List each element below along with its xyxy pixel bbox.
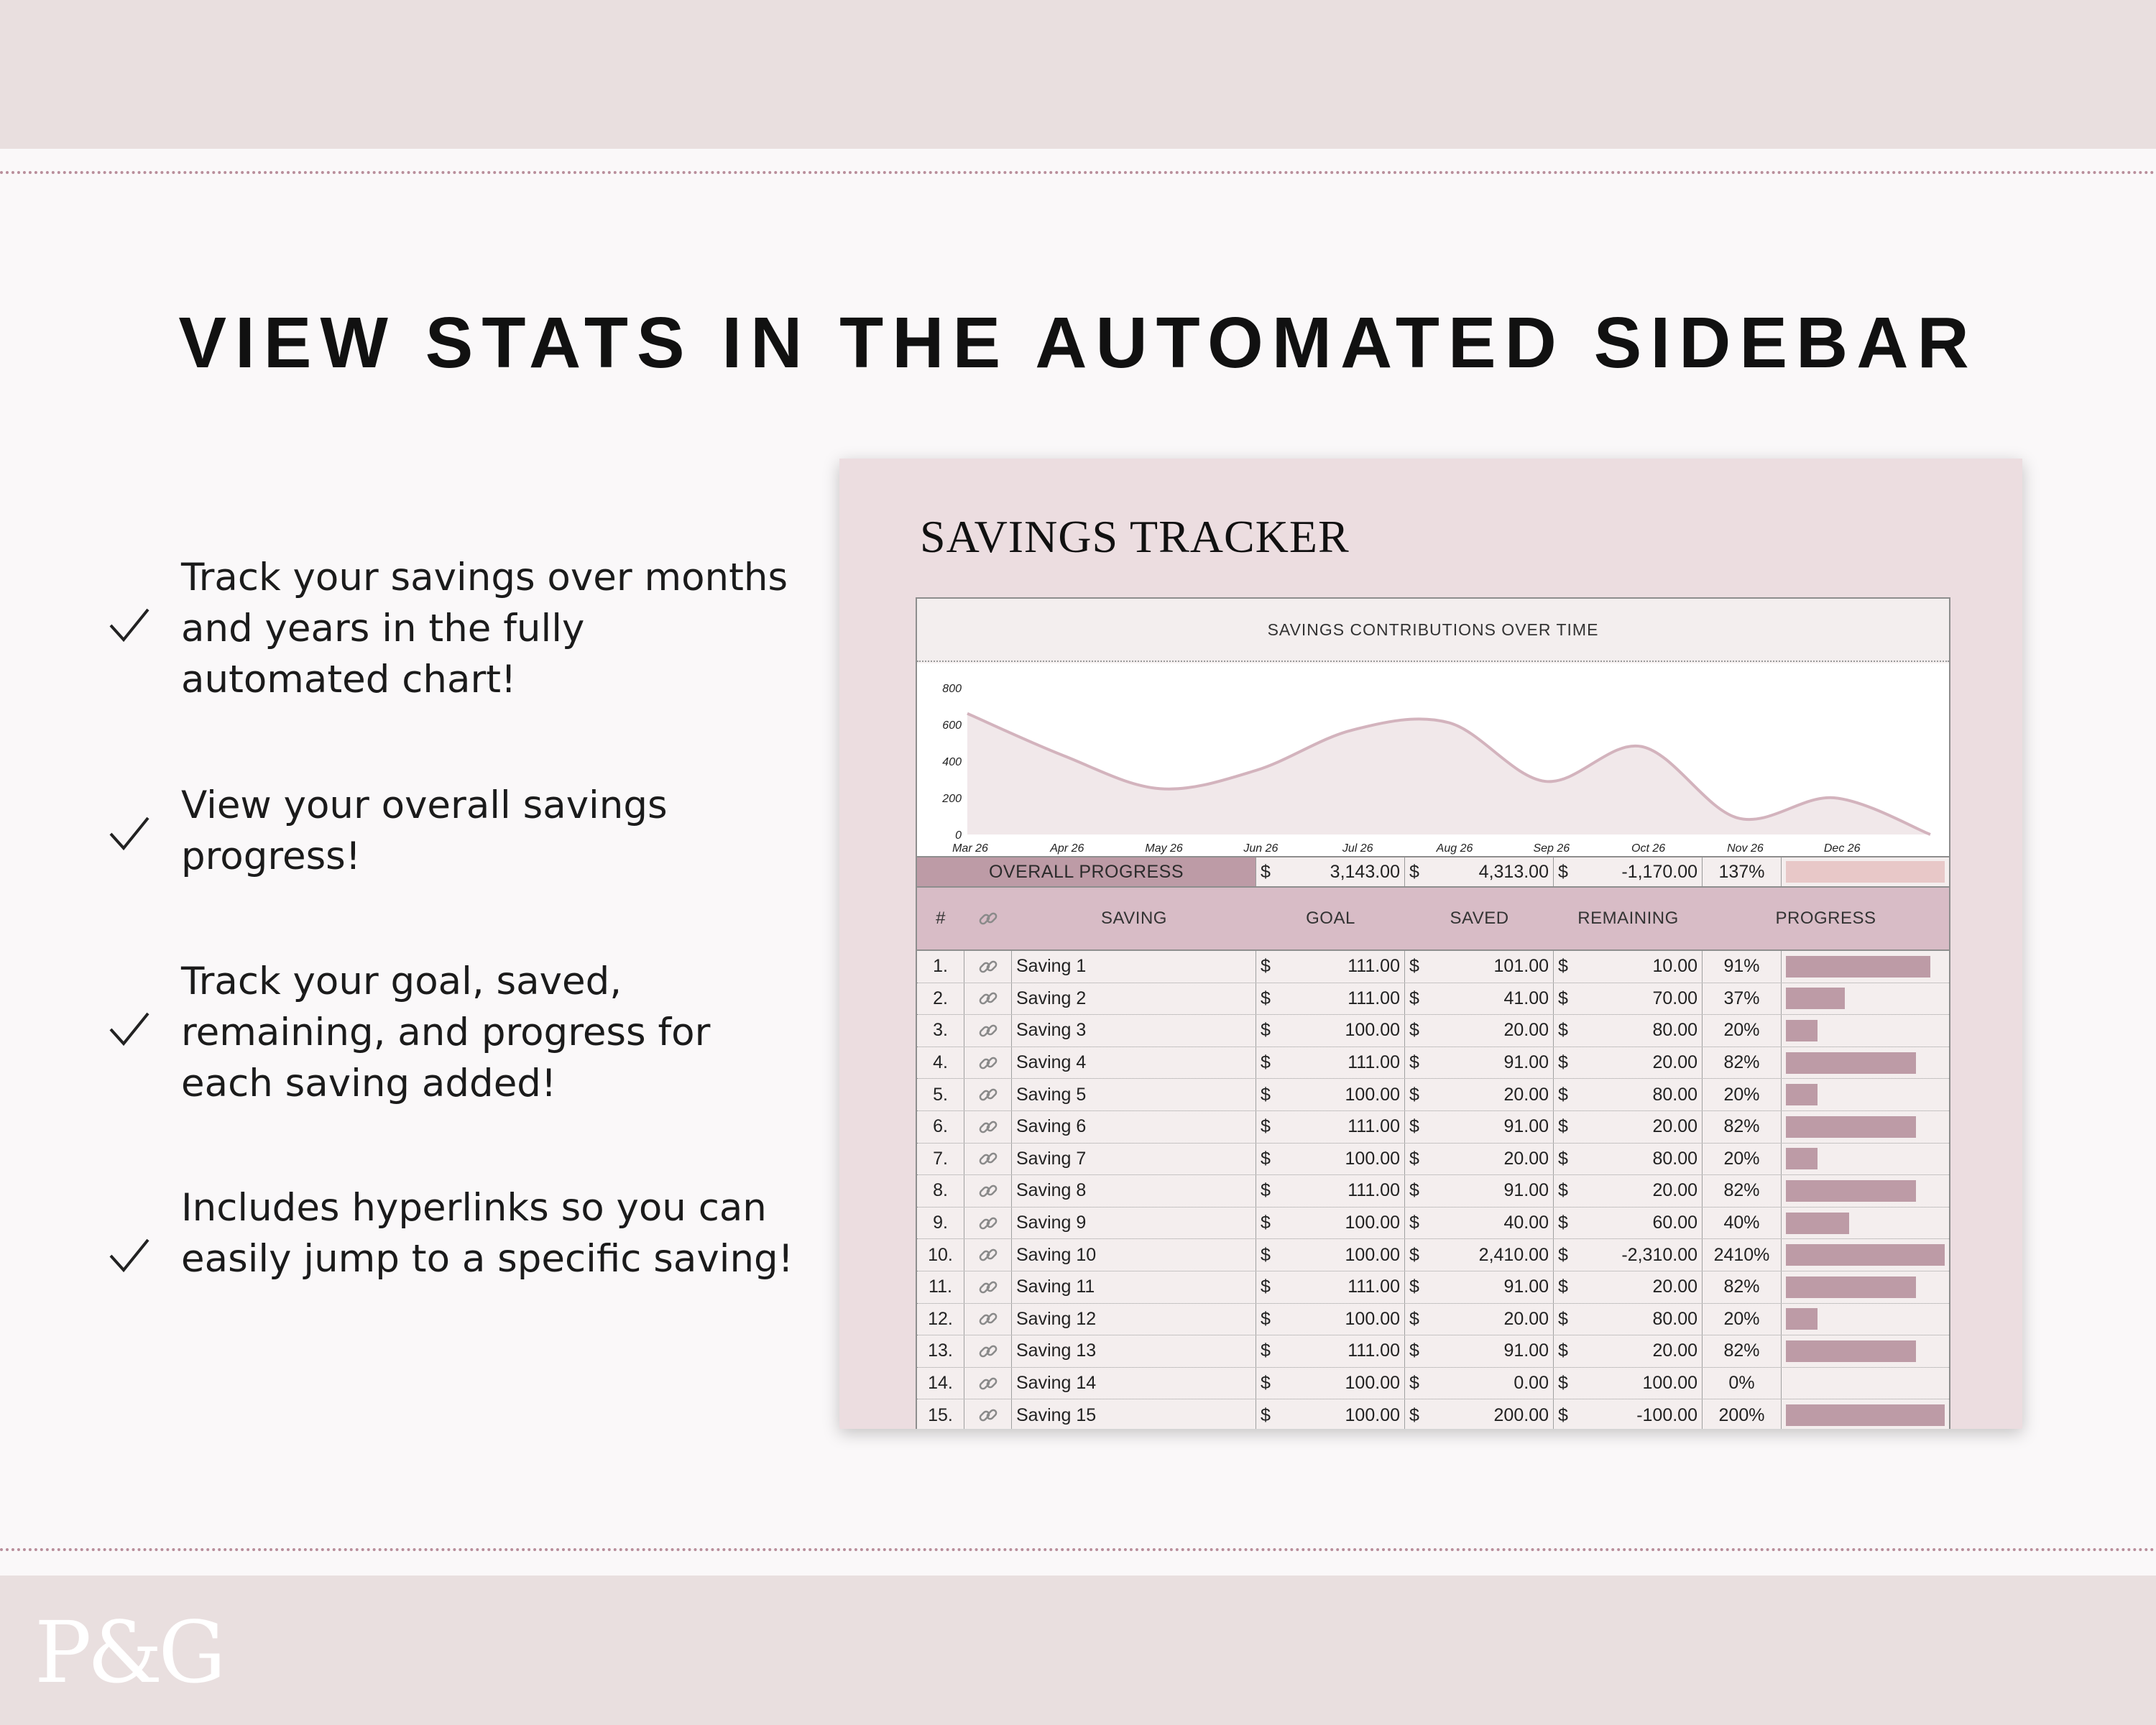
header-number: # xyxy=(936,908,946,928)
row-progress-fill xyxy=(1786,1308,1818,1330)
row-percent: 82% xyxy=(1703,1271,1782,1303)
row-progress-bar xyxy=(1782,1015,1949,1046)
table-row xyxy=(917,983,1949,1016)
feature-text: Track your savings over months and years in the fully automated chart! xyxy=(181,556,788,702)
row-number: 9. xyxy=(917,1208,964,1239)
row-saving-name[interactable]: Saving 5 xyxy=(1012,1079,1256,1110)
checkmark-icon xyxy=(108,1234,151,1277)
overall-progress-fill xyxy=(1786,861,1945,883)
row-progress-bar xyxy=(1782,1175,1949,1207)
row-remaining: $ 20.00 xyxy=(1554,1111,1703,1143)
row-progress-fill xyxy=(1786,1213,1849,1234)
row-remaining: $ 20.00 xyxy=(1554,1271,1703,1303)
row-percent: 82% xyxy=(1703,1111,1782,1143)
overall-progress-bar xyxy=(1782,857,1949,886)
row-progress-bar xyxy=(1782,1368,1949,1399)
overall-saved: $ 4,313.00 xyxy=(1405,857,1554,886)
row-link-icon[interactable] xyxy=(964,1144,1012,1175)
row-percent: 200% xyxy=(1703,1399,1782,1429)
row-progress-fill xyxy=(1786,1116,1916,1138)
row-saved: $ 91.00 xyxy=(1405,1175,1554,1207)
row-progress-bar xyxy=(1782,1304,1949,1335)
row-progress-bar xyxy=(1782,1399,1949,1429)
row-saved: $ 20.00 xyxy=(1405,1015,1554,1046)
y-tick-label: 200 xyxy=(942,793,962,805)
overall-percent: 137% xyxy=(1703,857,1782,886)
header-remaining: REMAINING xyxy=(1577,908,1679,928)
table-row xyxy=(917,1208,1949,1240)
row-saving-name[interactable]: Saving 9 xyxy=(1012,1208,1256,1239)
row-saving-name[interactable]: Saving 6 xyxy=(1012,1111,1256,1143)
x-tick-label: Jun 26 xyxy=(1243,842,1279,855)
row-saving-name[interactable]: Saving 12 xyxy=(1012,1304,1256,1335)
y-tick-label: 0 xyxy=(955,829,962,842)
row-progress-fill xyxy=(1786,1276,1916,1298)
row-goal: $ 111.00 xyxy=(1256,1271,1405,1303)
row-percent: 82% xyxy=(1703,1335,1782,1367)
row-link-icon[interactable] xyxy=(964,1399,1012,1429)
savings-chart xyxy=(917,663,1949,856)
row-number: 15. xyxy=(917,1399,964,1429)
row-progress-fill xyxy=(1786,1404,1945,1426)
row-percent: 37% xyxy=(1703,983,1782,1015)
row-progress-bar xyxy=(1782,1208,1949,1239)
page-title: VIEW STATS IN THE AUTOMATED SIDEBAR xyxy=(178,303,1978,383)
row-progress-fill xyxy=(1786,1020,1818,1041)
row-saving-name[interactable]: Saving 11 xyxy=(1012,1271,1256,1303)
table-row xyxy=(917,1079,1949,1111)
row-number: 5. xyxy=(917,1079,964,1110)
row-progress-fill xyxy=(1786,1148,1818,1169)
x-tick-label: Dec 26 xyxy=(1823,842,1861,855)
x-tick-label: Jul 26 xyxy=(1342,842,1373,855)
row-number: 6. xyxy=(917,1111,964,1143)
row-remaining: $ 80.00 xyxy=(1554,1144,1703,1175)
table-row xyxy=(917,1271,1949,1304)
chart-area-fill xyxy=(967,714,1930,834)
row-goal: $ 111.00 xyxy=(1256,1111,1405,1143)
row-link-icon[interactable] xyxy=(964,1304,1012,1335)
row-progress-bar xyxy=(1782,1111,1949,1143)
x-tick-label: Sep 26 xyxy=(1533,842,1570,855)
row-goal: $ 111.00 xyxy=(1256,983,1405,1015)
row-progress-bar xyxy=(1782,1335,1949,1367)
row-number: 11. xyxy=(917,1271,964,1303)
row-remaining: $ 20.00 xyxy=(1554,1047,1703,1079)
row-saved: $ 20.00 xyxy=(1405,1144,1554,1175)
row-progress-bar xyxy=(1782,983,1949,1015)
row-percent: 0% xyxy=(1703,1368,1782,1399)
row-remaining: $ 10.00 xyxy=(1554,951,1703,983)
row-saving-name[interactable]: Saving 8 xyxy=(1012,1175,1256,1207)
table-row xyxy=(917,1335,1949,1368)
chart-title: SAVINGS CONTRIBUTIONS OVER TIME xyxy=(917,599,1949,662)
table-row xyxy=(917,1175,1949,1208)
savings-table-body xyxy=(917,951,1949,1429)
row-link-icon[interactable] xyxy=(964,1047,1012,1079)
row-progress-fill xyxy=(1786,1084,1818,1105)
row-goal: $ 100.00 xyxy=(1256,1399,1405,1429)
row-saved: $ 20.00 xyxy=(1405,1304,1554,1335)
row-remaining: $ 80.00 xyxy=(1554,1079,1703,1110)
row-number: 2. xyxy=(917,983,964,1015)
row-link-icon[interactable] xyxy=(964,951,1012,983)
row-percent: 2410% xyxy=(1703,1239,1782,1271)
row-link-icon[interactable] xyxy=(964,1111,1012,1143)
row-goal: $ 100.00 xyxy=(1256,1304,1405,1335)
chart-area xyxy=(917,663,1949,856)
row-progress-bar xyxy=(1782,1271,1949,1303)
row-saving-name[interactable]: Saving 15 xyxy=(1012,1399,1256,1429)
row-saving-name[interactable]: Saving 10 xyxy=(1012,1239,1256,1271)
row-progress-fill xyxy=(1786,956,1930,978)
feature-hyperlinks xyxy=(108,1182,798,1340)
row-link-icon[interactable] xyxy=(964,1335,1012,1367)
row-saved: $ 0.00 xyxy=(1405,1368,1554,1399)
row-remaining: $ 80.00 xyxy=(1554,1015,1703,1046)
row-saving-name[interactable]: Saving 13 xyxy=(1012,1335,1256,1367)
row-progress-fill xyxy=(1786,1244,1945,1266)
row-saved: $ 200.00 xyxy=(1405,1399,1554,1429)
row-progress-bar xyxy=(1782,1047,1949,1079)
overall-remaining: $ -1,170.00 xyxy=(1554,857,1703,886)
row-number: 4. xyxy=(917,1047,964,1079)
y-tick-label: 400 xyxy=(942,756,962,768)
row-number: 13. xyxy=(917,1335,964,1367)
row-progress-fill xyxy=(1786,988,1845,1009)
row-remaining: $ 80.00 xyxy=(1554,1304,1703,1335)
row-saved: $ 91.00 xyxy=(1405,1111,1554,1143)
row-remaining: $ 20.00 xyxy=(1554,1175,1703,1207)
brand-logo: P&G xyxy=(34,1603,222,1702)
overall-progress-row xyxy=(917,856,1949,888)
row-number: 7. xyxy=(917,1144,964,1175)
header-saving: SAVING xyxy=(1101,908,1167,928)
sheet-title: SAVINGS TRACKER xyxy=(920,511,1350,562)
row-link-icon[interactable] xyxy=(964,1079,1012,1110)
row-remaining: $ 70.00 xyxy=(1554,983,1703,1015)
row-progress-bar xyxy=(1782,1144,1949,1175)
y-tick-label: 800 xyxy=(942,683,962,695)
spreadsheet-screenshot xyxy=(839,459,2022,1429)
sidebar-frame xyxy=(916,597,1950,1429)
table-row xyxy=(917,1047,1949,1080)
table-row xyxy=(917,951,1949,983)
header-goal: GOAL xyxy=(1306,908,1355,928)
feature-chart xyxy=(108,552,798,710)
row-progress-bar xyxy=(1782,1239,1949,1271)
row-goal: $ 111.00 xyxy=(1256,1047,1405,1079)
row-link-icon[interactable] xyxy=(964,983,1012,1015)
table-row xyxy=(917,1399,1949,1429)
table-header xyxy=(917,888,1949,951)
x-tick-label: Oct 26 xyxy=(1631,842,1666,855)
row-goal: $ 111.00 xyxy=(1256,1175,1405,1207)
row-percent: 82% xyxy=(1703,1047,1782,1079)
x-tick-label: Mar 26 xyxy=(952,842,988,855)
row-link-icon[interactable] xyxy=(964,1208,1012,1239)
x-tick-label: Aug 26 xyxy=(1436,842,1473,855)
bottom-band xyxy=(0,1576,2156,1725)
x-tick-label: Apr 26 xyxy=(1050,842,1084,855)
row-goal: $ 111.00 xyxy=(1256,1335,1405,1367)
checkmark-icon xyxy=(108,1008,151,1051)
table-row xyxy=(917,1111,1949,1144)
row-saving-name[interactable]: Saving 3 xyxy=(1012,1015,1256,1046)
row-saved: $ 20.00 xyxy=(1405,1079,1554,1110)
overall-label: OVERALL PROGRESS xyxy=(917,857,1256,886)
row-saved: $ 41.00 xyxy=(1405,983,1554,1015)
table-row xyxy=(917,1144,1949,1176)
row-saving-name[interactable]: Saving 7 xyxy=(1012,1144,1256,1175)
row-number: 3. xyxy=(917,1015,964,1046)
row-link-icon[interactable] xyxy=(964,1015,1012,1046)
row-progress-fill xyxy=(1786,1340,1916,1362)
row-saving-name[interactable]: Saving 1 xyxy=(1012,951,1256,983)
feature-text: View your overall savings progress! xyxy=(181,783,668,878)
row-remaining: $ -100.00 xyxy=(1554,1399,1703,1429)
overall-goal: $ 3,143.00 xyxy=(1256,857,1405,886)
row-remaining: $ 20.00 xyxy=(1554,1335,1703,1367)
checkmark-icon xyxy=(108,812,151,855)
row-goal: $ 100.00 xyxy=(1256,1208,1405,1239)
row-percent: 82% xyxy=(1703,1175,1782,1207)
checkmark-icon xyxy=(108,604,151,647)
row-link-icon[interactable] xyxy=(964,1368,1012,1399)
row-percent: 20% xyxy=(1703,1015,1782,1046)
top-band xyxy=(0,0,2156,149)
row-saving-name[interactable]: Saving 14 xyxy=(1012,1368,1256,1399)
row-number: 10. xyxy=(917,1239,964,1271)
table-row xyxy=(917,1368,1949,1400)
row-saving-name[interactable]: Saving 2 xyxy=(1012,983,1256,1015)
table-row xyxy=(917,1304,1949,1336)
top-dotted-divider xyxy=(0,171,2156,174)
row-progress-fill xyxy=(1786,1052,1916,1074)
row-number: 12. xyxy=(917,1304,964,1335)
row-link-icon[interactable] xyxy=(964,1271,1012,1303)
row-progress-bar xyxy=(1782,951,1949,983)
row-remaining: $ 100.00 xyxy=(1554,1368,1703,1399)
row-saved: $ 91.00 xyxy=(1405,1335,1554,1367)
row-percent: 40% xyxy=(1703,1208,1782,1239)
feature-text: Track your goal, saved, remaining, and progress for each saving added! xyxy=(181,960,711,1105)
table-row xyxy=(917,1239,1949,1271)
row-link-icon[interactable] xyxy=(964,1239,1012,1271)
row-saved: $ 40.00 xyxy=(1405,1208,1554,1239)
row-remaining: $ -2,310.00 xyxy=(1554,1239,1703,1271)
row-number: 14. xyxy=(917,1368,964,1399)
row-number: 1. xyxy=(917,951,964,983)
bottom-dotted-divider xyxy=(0,1548,2156,1551)
row-saved: $ 2,410.00 xyxy=(1405,1239,1554,1271)
feature-goal xyxy=(108,956,798,1114)
row-goal: $ 100.00 xyxy=(1256,1079,1405,1110)
header-progress: PROGRESS xyxy=(1775,908,1876,928)
x-tick-label: Nov 26 xyxy=(1727,842,1764,855)
row-goal: $ 111.00 xyxy=(1256,951,1405,983)
header-saved: SAVED xyxy=(1450,908,1509,928)
row-goal: $ 100.00 xyxy=(1256,1239,1405,1271)
row-saved: $ 91.00 xyxy=(1405,1047,1554,1079)
row-saved: $ 91.00 xyxy=(1405,1271,1554,1303)
row-link-icon[interactable] xyxy=(964,1175,1012,1207)
feature-overall xyxy=(108,780,798,888)
row-remaining: $ 60.00 xyxy=(1554,1208,1703,1239)
link-icon xyxy=(964,888,1012,949)
row-percent: 20% xyxy=(1703,1144,1782,1175)
table-row xyxy=(917,1015,1949,1047)
x-tick-label: May 26 xyxy=(1145,842,1183,855)
row-percent: 91% xyxy=(1703,951,1782,983)
row-saved: $ 101.00 xyxy=(1405,951,1554,983)
row-progress-fill xyxy=(1786,1180,1916,1202)
row-goal: $ 100.00 xyxy=(1256,1368,1405,1399)
feature-text: Includes hyperlinks so you can easily jump to a specific saving! xyxy=(181,1186,793,1281)
row-saving-name[interactable]: Saving 4 xyxy=(1012,1047,1256,1079)
row-goal: $ 100.00 xyxy=(1256,1144,1405,1175)
row-goal: $ 100.00 xyxy=(1256,1015,1405,1046)
y-tick-label: 600 xyxy=(942,719,962,732)
row-percent: 20% xyxy=(1703,1304,1782,1335)
row-percent: 20% xyxy=(1703,1079,1782,1110)
row-number: 8. xyxy=(917,1175,964,1207)
row-progress-bar xyxy=(1782,1079,1949,1110)
